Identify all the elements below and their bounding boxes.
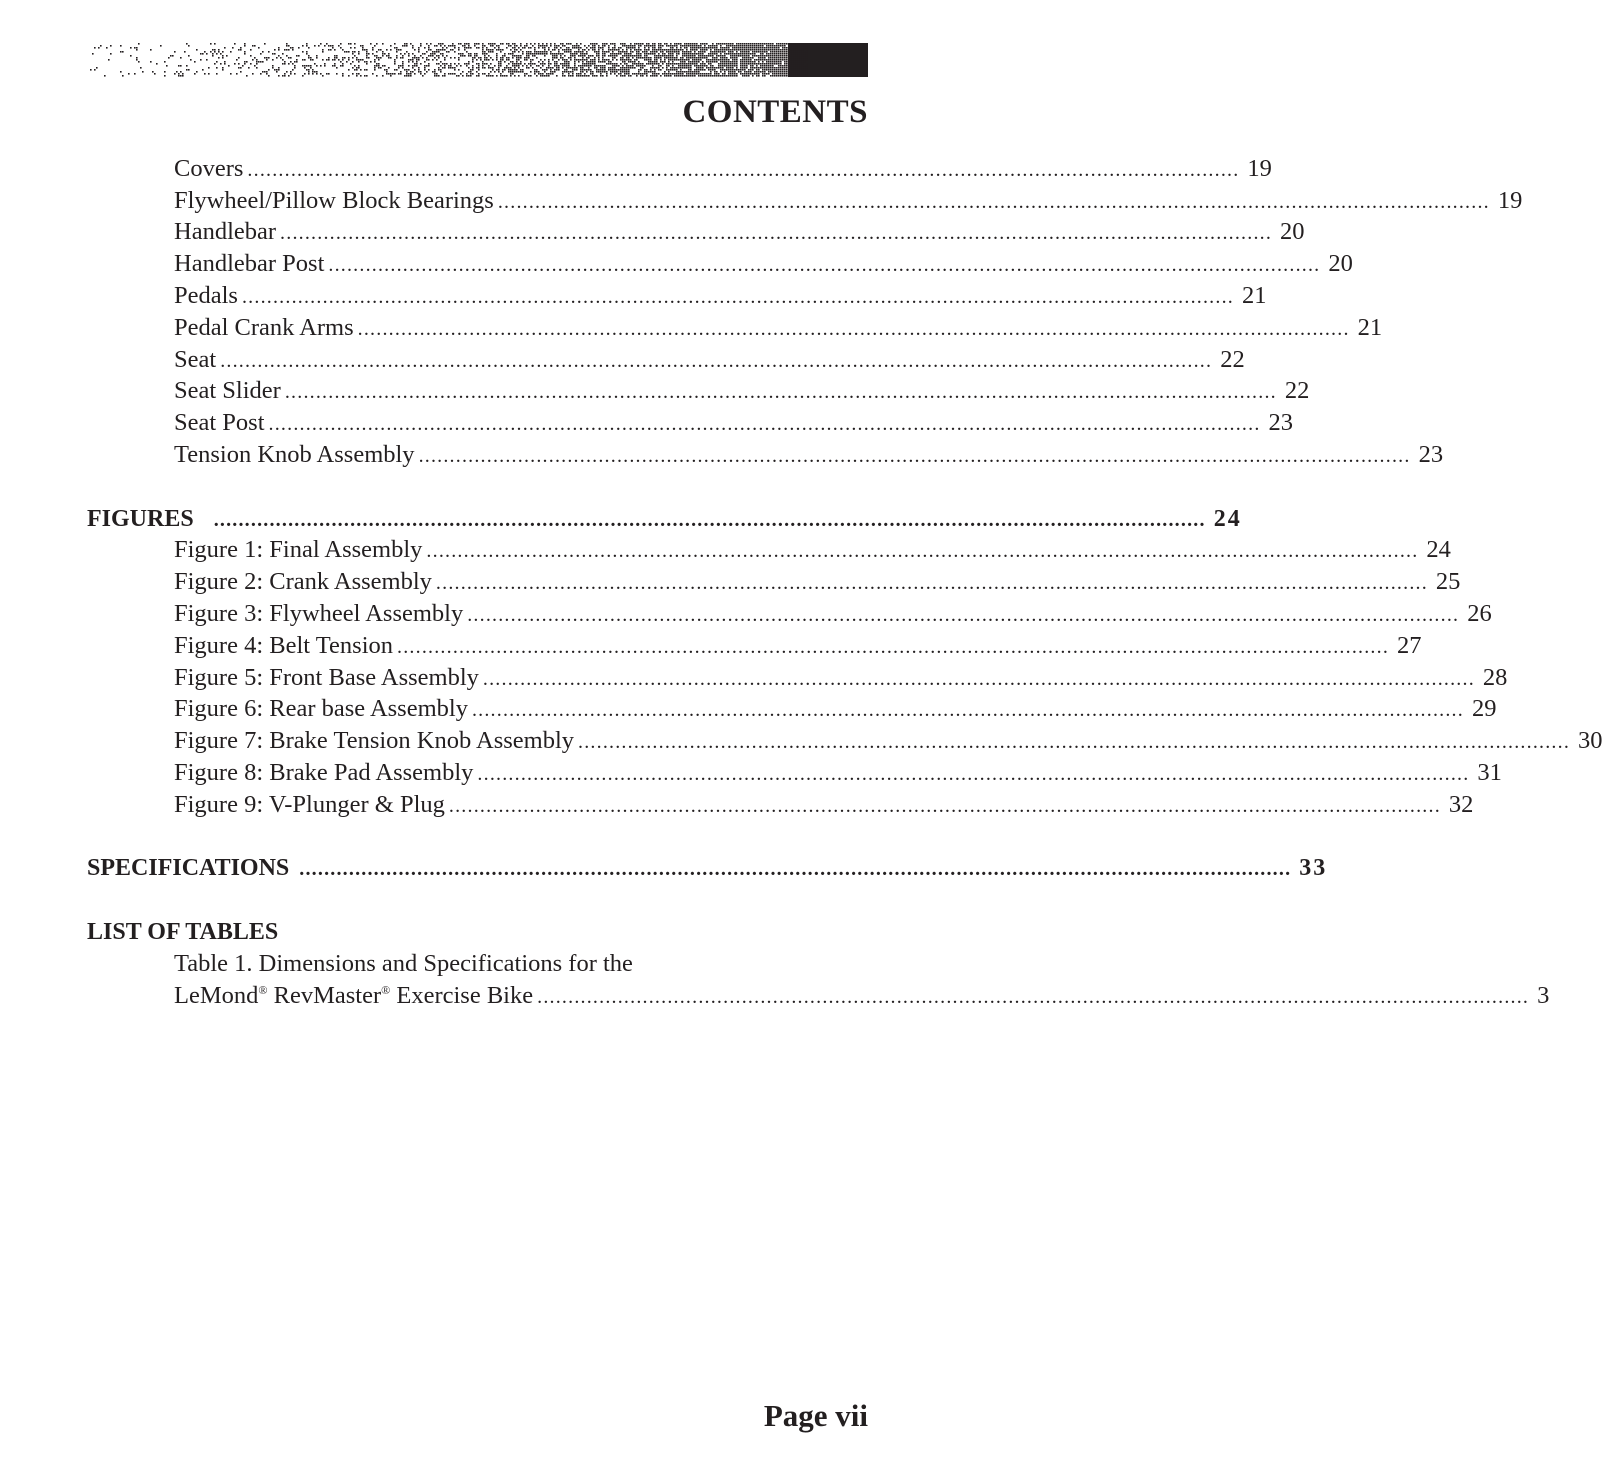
toc-entry-label: Seat Slider [174, 377, 281, 404]
dot-leader: ................................................................................................................................................................ [426, 540, 1419, 562]
toc-entry-page: 19 [1497, 187, 1523, 214]
toc-entry-label: Flywheel/Pillow Block Bearings [174, 187, 494, 214]
toc-entry-page: 24 [1426, 536, 1451, 563]
toc-entry-flywheel[interactable] [174, 186, 1523, 216]
section-page: 33 [1299, 855, 1328, 881]
dot-leader: ................................................................................................................................................................ [497, 191, 1490, 213]
toc-entry-label: Seat Post [174, 409, 265, 436]
toc-entry-figure-4[interactable] [174, 631, 1422, 661]
toc-entry-label: Seat [174, 346, 217, 373]
dot-leader: ................................................................................................................................................................ [537, 986, 1530, 1008]
toc-entry-handlebar[interactable] [174, 217, 1305, 247]
dot-leader: ................................................................................................................................................................ [268, 413, 1261, 435]
toc-entry-page: 28 [1482, 664, 1508, 691]
dot-leader: ................................................................................................................................................................ [220, 350, 1213, 372]
toc-section-list-of-tables [87, 917, 793, 947]
toc-entry-seat-post[interactable] [174, 408, 1294, 438]
toc-entry-page: 21 [1241, 282, 1267, 309]
toc-entry-label: Pedals [174, 282, 238, 309]
toc-entry-page: 23 [1268, 409, 1294, 436]
brand-lemond: LeMond [174, 982, 259, 1009]
toc-entry-figure-7[interactable] [174, 726, 1603, 756]
toc-entry-label: Figure 9: V-Plunger & Plug [174, 791, 445, 818]
toc-entry-figure-5[interactable] [174, 663, 1508, 693]
toc-entry-label: Figure 5: Front Base Assembly [174, 664, 479, 691]
toc-entry-page: 31 [1477, 759, 1502, 786]
dot-leader: ................................................................................................................................................................ [241, 286, 1234, 308]
toc-entry-page: 29 [1471, 695, 1497, 722]
toc-entry-label: Handlebar [174, 218, 277, 245]
dot-leader: ................................................................................................................................................................ [448, 795, 1441, 817]
toc-entry-page: 25 [1435, 568, 1461, 595]
toc-entry-figure-9[interactable] [174, 790, 1474, 820]
toc-entry-table-1[interactable] [174, 981, 1550, 1011]
toc-entry-handlebar-post[interactable] [174, 249, 1353, 279]
toc-entry-page: 30 [1578, 727, 1603, 754]
toc-entry-label: Handlebar Post [174, 250, 325, 277]
toc-entry-figure-6[interactable] [174, 694, 1497, 724]
toc-entry-page: 20 [1328, 250, 1353, 277]
toc-entry-covers[interactable] [174, 154, 1272, 184]
toc-entry-figure-1[interactable] [174, 535, 1451, 565]
toc-entry-figure-3[interactable] [174, 599, 1492, 629]
toc-entry-page: 26 [1467, 600, 1492, 627]
toc-entry-page: 3 [1537, 982, 1550, 1009]
toc-entry-label: Figure 1: Final Assembly [174, 536, 423, 563]
dot-leader: ................................................................................................................................................................ [435, 572, 1428, 594]
dot-leader: ................................................................................................................................................................ [477, 763, 1470, 785]
toc-entry-label: Table 1. Dimensions and Specifications for the [174, 950, 633, 977]
toc-entry-label: Figure 7: Brake Tension Knob Assembly [174, 727, 575, 754]
toc-section-figures[interactable] [87, 504, 1242, 534]
toc-entry-tension-knob[interactable] [174, 440, 1444, 470]
toc-entry-label: Pedal Crank Arms [174, 314, 354, 341]
dot-leader: ................................................................................................................................................................ [418, 445, 1411, 467]
header-halftone-banner [82, 43, 868, 77]
dot-leader: ................................................................................................................................................................ [280, 222, 1273, 244]
toc-entry-seat[interactable] [174, 345, 1245, 375]
toc-entry-figure-8[interactable] [174, 758, 1502, 788]
section-heading: LIST OF TABLES [87, 919, 279, 945]
toc-entry-label: Figure 3: Flywheel Assembly [174, 600, 464, 627]
toc-entry-pedals[interactable] [174, 281, 1267, 311]
section-page: 24 [1213, 506, 1242, 532]
dot-leader: ................................................................................................................................................................ [482, 668, 1475, 690]
toc-entry-label [174, 981, 537, 1011]
toc-entry-page: 23 [1418, 441, 1444, 468]
dot-leader: ................................................................................................................................................................ [467, 604, 1460, 626]
toc-entry-page: 20 [1280, 218, 1305, 245]
toc-entry-pedal-crank-arms[interactable] [174, 313, 1383, 343]
dot-leader: ................................................................................................................................................................ [299, 858, 1292, 880]
dot-leader: ................................................................................................................................................................ [284, 381, 1277, 403]
dot-leader: ................................................................................................................................................................ [357, 318, 1350, 340]
toc-entry-page: 27 [1397, 632, 1422, 659]
dot-leader: ................................................................................................................................................................ [213, 509, 1206, 531]
dot-leader: ................................................................................................................................................................ [397, 636, 1390, 658]
brand-revmaster: RevMaster [267, 982, 382, 1009]
dot-leader: ................................................................................................................................................................ [578, 731, 1571, 753]
toc-entry-page: 19 [1247, 155, 1272, 182]
toc-entry-figure-2[interactable] [174, 567, 1461, 597]
page-title: CONTENTS [682, 94, 868, 130]
registered-mark: ® [381, 983, 391, 997]
toc-entry-page: 21 [1357, 314, 1383, 341]
toc-entry-seat-slider[interactable] [174, 376, 1310, 406]
toc-entry-label: Figure 4: Belt Tension [174, 632, 394, 659]
section-heading: FIGURES [87, 506, 194, 532]
toc-entry-page: 22 [1284, 377, 1310, 404]
toc-entry-page: 32 [1448, 791, 1474, 818]
dot-leader: ................................................................................................................................................................ [471, 699, 1464, 721]
product-name: Exercise Bike [390, 982, 534, 1009]
toc-entry-label: Figure 2: Crank Assembly [174, 568, 432, 595]
page-number: Page vii [763, 1398, 868, 1433]
toc-entry-page: 22 [1220, 346, 1245, 373]
section-heading: SPECIFICATIONS [87, 855, 290, 881]
toc-entry-label: Tension Knob Assembly [174, 441, 415, 468]
toc-entry-table-1-line-1[interactable] [174, 949, 788, 979]
dot-leader: ................................................................................................................................................................ [328, 254, 1321, 276]
dot-leader: ................................................................................................................................................................ [247, 159, 1240, 181]
toc-section-specifications[interactable] [87, 853, 1328, 883]
toc-entry-label: Figure 6: Rear base Assembly [174, 695, 468, 722]
registered-mark: ® [258, 983, 268, 997]
toc-entry-label: Covers [174, 155, 244, 182]
toc-entry-label: Figure 8: Brake Pad Assembly [174, 759, 474, 786]
